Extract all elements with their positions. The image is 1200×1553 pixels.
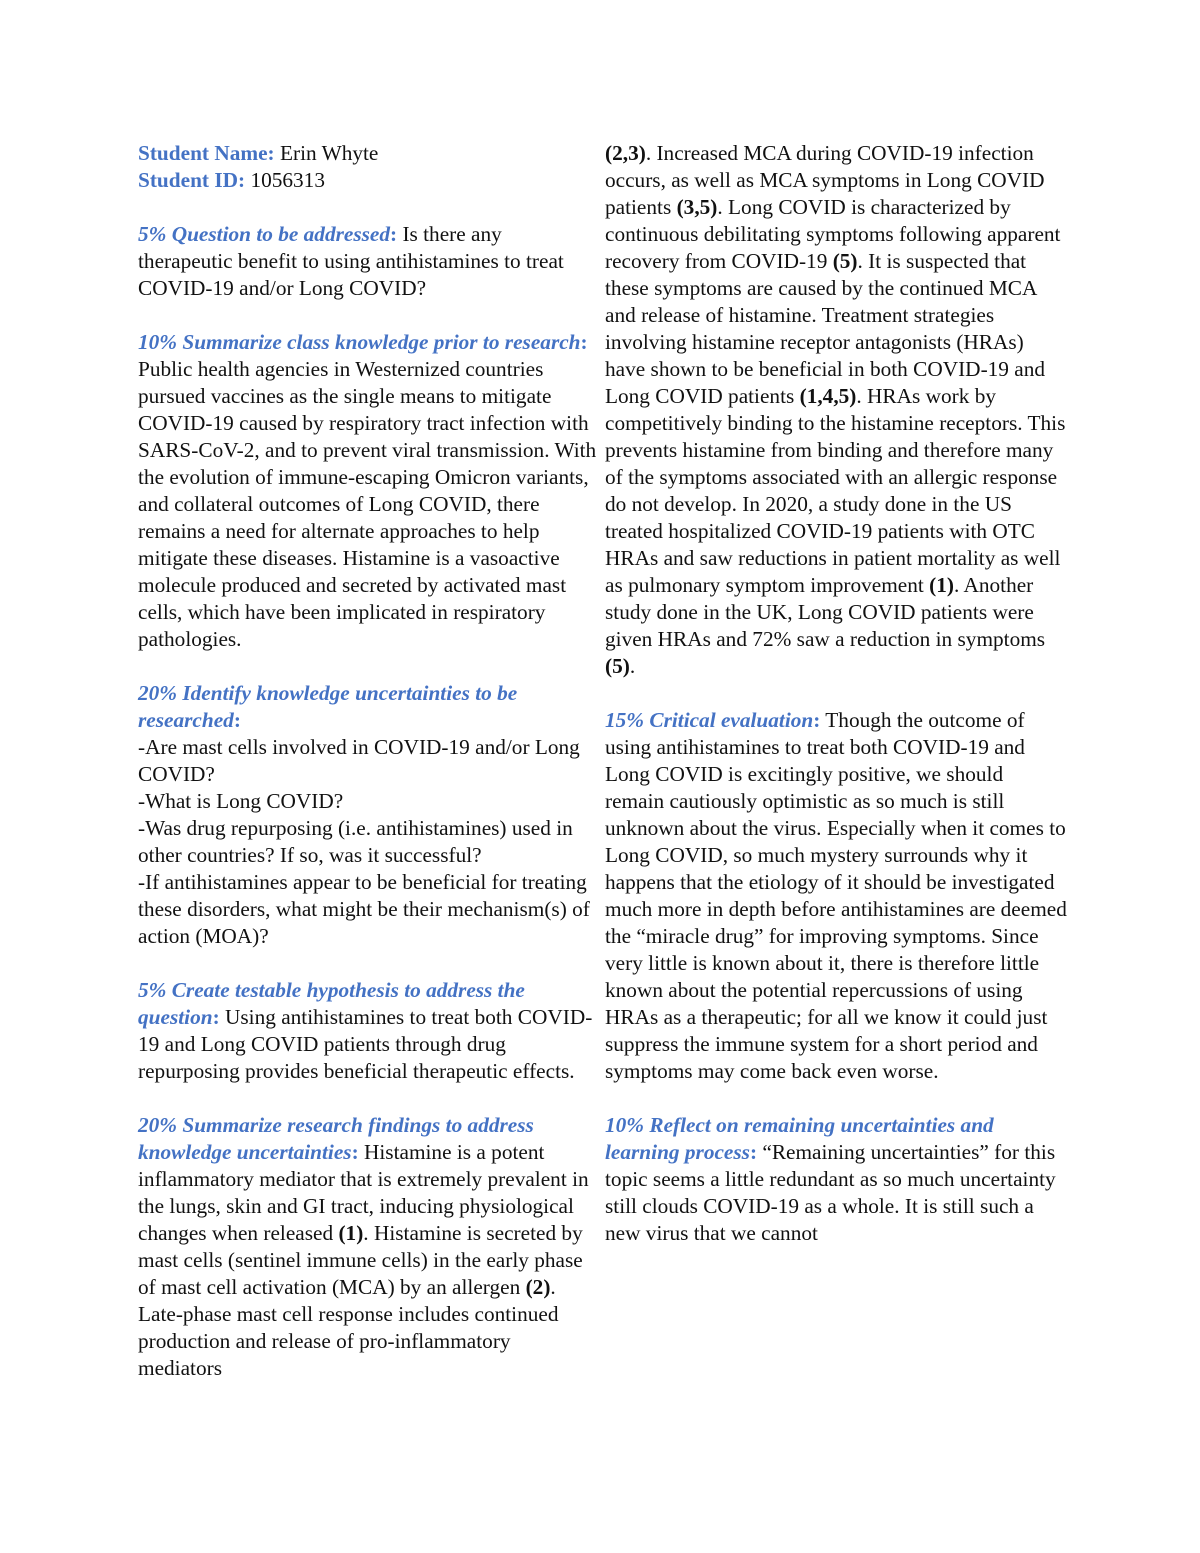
section-reflection: 10% Reflect on remaining uncertainties and learning process: “Remaining uncertainties” for this topic seems a little redundant as so much uncertainty still clouds COVID-19 as a whole. It is still such a new virus that we cannot bbox=[605, 1113, 1056, 1245]
section-class-knowledge-heading: 10% Summarize class knowledge prior to research bbox=[138, 330, 581, 354]
findings-text: . bbox=[629, 654, 636, 678]
findings-text: . Histamine is secreted by mast cells (sentinel immune cells) in the early phase of mast cell activation (MCA) by an allergen bbox=[138, 1221, 583, 1299]
findings-text: . Increased MCA during COVID-19 infection occurs, as well as MCA symptoms in Long COVID patients bbox=[605, 141, 1045, 219]
section-question-text: Is there any therapeutic benefit to using antihistamines to treat COVID-19 and/or Long COVID? bbox=[138, 222, 564, 300]
section-hypothesis-heading: 5% Create testable hypothesis to address the question bbox=[138, 978, 525, 1029]
section-critical-evaluation: 15% Critical evaluation: Though the outcome of using antihistamines to treat both COVID-19 and Long COVID is excitingly positive, we should remain cautiously optimistic as so much is still unknown about the virus. Especially when it comes to Long COVID, so much mystery surrounds why it happens that the etiology of it should be investigated much more in depth before antihistamines are deemed the “miracle drug” for improving symptoms. Since very little is known about it, there is therefore little known about the potential repercussions of using HRAs as a therapeutic; for all we know it could just suppress the immune system for a short period and symptoms may come back even worse. bbox=[605, 708, 1067, 1083]
student-info bbox=[138, 140, 598, 194]
section-hypothesis: 5% Create testable hypothesis to address the question: Using antihistamines to treat both COVID-19 and Long COVID patients through drug repurposing provides beneficial therapeutic effects. bbox=[138, 978, 593, 1083]
section-findings: 20% Summarize research findings to address knowledge uncertainties: Histamine is a potent inflammatory mediator that is extremely prevalent in the lungs, skin and GI tract, inducing physiological changes when released (1). Histamine is secreted by mast cells (sentinel immune cells) in the early phase of mast cell activation (MCA) by an allergen (2). Late-phase mast cell response includes continued production and release of pro-inflammatory mediators bbox=[138, 1113, 589, 1380]
citation: (2) bbox=[525, 1275, 551, 1299]
section-uncertainties-heading: 20% Identify knowledge uncertainties to be researched bbox=[138, 681, 518, 732]
citation: (1) bbox=[338, 1221, 364, 1245]
citation: (3,5) bbox=[676, 195, 718, 219]
citation: (5) bbox=[832, 249, 858, 273]
section-question: 5% Question to be addressed: Is there any therapeutic benefit to using antihistamines to treat COVID-19 and/or Long COVID? bbox=[138, 222, 564, 300]
uncertainty-item: -What is Long COVID? bbox=[138, 789, 344, 813]
uncertainty-item: -If antihistamines appear to be beneficial for treating these disorders, what might be their mechanism(s) of action (MOA)? bbox=[138, 870, 590, 948]
section-class-knowledge-text: Public health agencies in Westernized countries pursued vaccines as the single means to mitigate COVID-19 caused by respiratory tract infection with SARS-CoV-2, and to prevent viral transmission. With the evolution of immune-escaping Omicron variants, and collateral outcomes of Long COVID, there remains a need for alternate approaches to help mitigate these diseases. Histamine is a vasoactive molecule produced and secreted by activated mast cells, which have been implicated in respiratory pathologies. bbox=[138, 357, 597, 651]
section-reflection-heading: 10% Reflect on remaining uncertainties and learning process bbox=[605, 1113, 994, 1164]
student-id-label: Student ID: bbox=[138, 168, 246, 192]
section-findings-heading: 20% Summarize research findings to address knowledge uncertainties bbox=[138, 1113, 534, 1164]
left-column bbox=[138, 140, 598, 1409]
section-findings-continued bbox=[605, 140, 1067, 680]
right-column bbox=[605, 140, 1067, 1274]
section-question-heading: 5% Question to be addressed bbox=[138, 222, 391, 246]
uncertainty-item: -Are mast cells involved in COVID-19 and/or Long COVID? bbox=[138, 735, 580, 786]
citation: (5) bbox=[605, 654, 630, 678]
section-hypothesis-text: Using antihistamines to treat both COVID-19 and Long COVID patients through drug repurposing provides beneficial therapeutic effects. bbox=[138, 1005, 593, 1083]
findings-text: . HRAs work by competitively binding to the histamine receptors. This prevents histamine from binding and therefore many of the symptoms associated with an allergic response do not develop. In 2020, a study done in the US treated hospitalized COVID-19 patients with OTC HRAs and saw reductions in patient mortality as well as pulmonary symptom improvement bbox=[605, 384, 1066, 597]
section-critical-evaluation-heading: 15% Critical evaluation bbox=[605, 708, 814, 732]
citation: (1,4,5) bbox=[799, 384, 857, 408]
section-class-knowledge: 10% Summarize class knowledge prior to research: Public health agencies in Westernized countries pursued vaccines as the single means to mitigate COVID-19 caused by respiratory tract infection with SARS-CoV-2, and to prevent viral transmission. With the evolution of immune-escaping Omicron variants, and collateral outcomes of Long COVID, there remains a need for alternate approaches to help mitigate these diseases. Histamine is a vasoactive molecule produced and secreted by activated mast cells, which have been implicated in respiratory pathologies. bbox=[138, 330, 597, 651]
findings-text: . Late-phase mast cell response includes continued production and release of pro-inflammatory mediators bbox=[138, 1275, 559, 1380]
findings-text: . Long COVID is characterized by continuous debilitating symptoms following apparent recovery from COVID-19 bbox=[605, 195, 1061, 273]
section-reflection-text: “Remaining uncertainties” for this topic seems a little redundant as so much uncertainty still clouds COVID-19 as a whole. It is still such a new virus that we cannot bbox=[605, 1140, 1056, 1245]
findings-text: . Another study done in the UK, Long COVID patients were given HRAs and 72% saw a reduction in symptoms bbox=[605, 573, 1046, 651]
student-name: Erin Whyte bbox=[279, 141, 379, 165]
student-name-label: Student Name: bbox=[138, 141, 275, 165]
section-uncertainties: 20% Identify knowledge uncertainties to be researched: -Are mast cells involved in COVID-19 and/or Long COVID? -What is Long COVID? -Was drug repurposing (i.e. antihistamines) used in other countries? If so, was it successful? -If antihistamines appear to be beneficial for treating these disorders, what might be their mechanism(s) of action (MOA)? bbox=[138, 680, 598, 950]
citation: (2,3) bbox=[605, 141, 646, 165]
findings-text: Histamine is a potent inflammatory mediator that is extremely prevalent in the lungs, skin and GI tract, inducing physiological changes when released bbox=[138, 1140, 589, 1245]
citation: (1) bbox=[929, 573, 954, 597]
section-critical-evaluation-text: Though the outcome of using antihistamines to treat both COVID-19 and Long COVID is excitingly positive, we should remain cautiously optimistic as so much is still unknown about the virus. Especially when it comes to Long COVID, so much mystery surrounds why it happens that the etiology of it should be investigated much more in depth before antihistamines are deemed the “miracle drug” for improving symptoms. Since very little is known about it, there is therefore little known about the potential repercussions of using HRAs as a therapeutic; for all we know it could just suppress the immune system for a short period and symptoms may come back even worse. bbox=[605, 708, 1067, 1083]
findings-text: . It is suspected that these symptoms are caused by the continued MCA and release of histamine. Treatment strategies involving histamine receptor antagonists (HRAs) have shown to be beneficial in both COVID-19 and Long COVID patients bbox=[605, 249, 1046, 408]
uncertainty-item: -Was drug repurposing (i.e. antihistamines) used in other countries? If so, was it successful? bbox=[138, 816, 573, 867]
student-id: 1056313 bbox=[250, 168, 325, 192]
